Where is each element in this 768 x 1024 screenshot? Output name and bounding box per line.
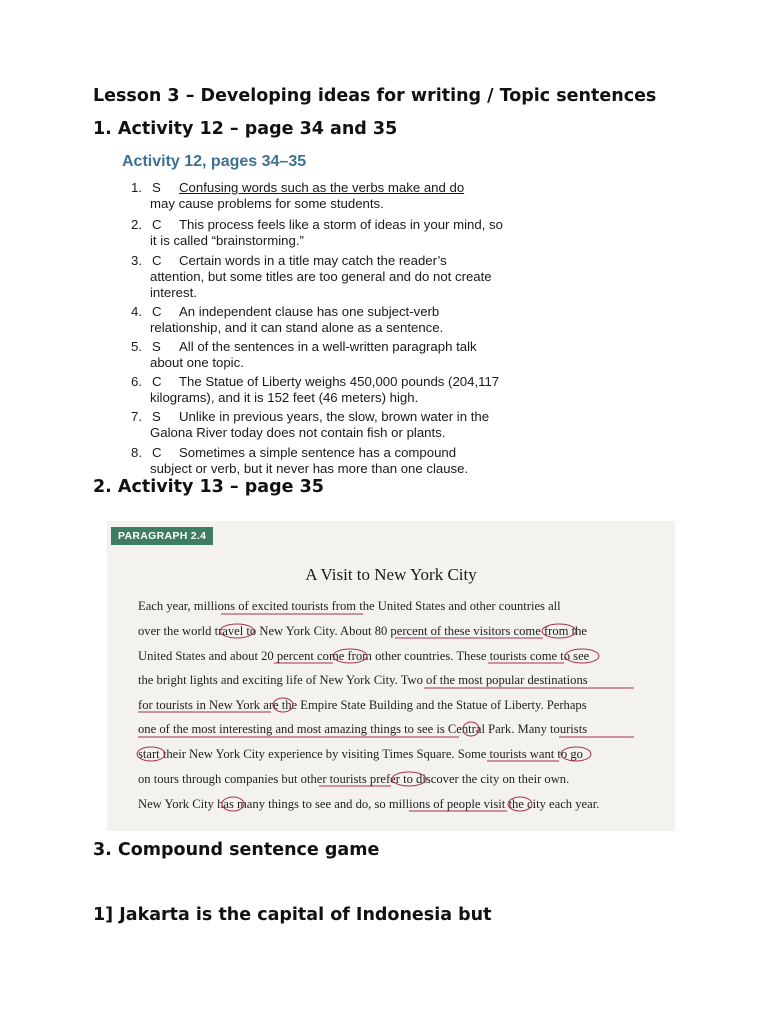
paragraph-line: United States and about 20 percent come from other countries. These tourists come to see bbox=[138, 649, 590, 663]
paragraph-line: start their New York City experience by visiting Times Square. Some tourists want to go bbox=[138, 747, 583, 761]
item-line: relationship, and it can stand alone as a sentence. bbox=[150, 320, 444, 335]
item-line: Certain words in a title may catch the reader’s bbox=[179, 253, 447, 268]
item-line: This process feels like a storm of ideas in your mind, so bbox=[179, 217, 503, 232]
question-1: 1] Jakarta is the capital of Indonesia but bbox=[93, 905, 492, 925]
item-line: The Statue of Liberty weighs 450,000 pounds (204,117 bbox=[179, 374, 500, 389]
paragraph-line: one of the most interesting and most amazing things to see is Central Park. Many tourists bbox=[138, 722, 588, 736]
activity13-heading: 2. Activity 13 – page 35 bbox=[93, 477, 324, 497]
item-line: Galona River today does not contain fish or plants. bbox=[150, 425, 446, 440]
item-letter: C bbox=[152, 253, 162, 268]
paragraph-line: on tours through companies but other tourists prefer to discover the city on their own. bbox=[138, 772, 570, 786]
paragraph-line: for tourists in New York are the Empire State Building and the Statue of Liberty. Perhaps bbox=[138, 698, 587, 712]
item-line: Unlike in previous years, the slow, brown water in the bbox=[179, 409, 490, 424]
game-heading: 3. Compound sentence game bbox=[93, 840, 380, 860]
annotation-marks bbox=[107, 521, 675, 831]
item-number: 4. bbox=[131, 304, 142, 319]
activity12-title: Activity 12, pages 34–35 bbox=[122, 153, 307, 170]
activity12-heading: 1. Activity 12 – page 34 and 35 bbox=[93, 119, 398, 139]
item-line: may cause problems for some students. bbox=[150, 196, 384, 211]
item-letter: C bbox=[152, 445, 162, 460]
item-number: 8. bbox=[131, 445, 142, 460]
item-line: Sometimes a simple sentence has a compound bbox=[179, 445, 457, 460]
item-letter: C bbox=[152, 374, 162, 389]
item-letter: C bbox=[152, 217, 162, 232]
item-number: 3. bbox=[131, 253, 142, 268]
paragraph-line: Each year, millions of excited tourists from the United States and other countries all bbox=[138, 599, 561, 613]
item-number: 2. bbox=[131, 217, 142, 232]
item-line: An independent clause has one subject-verb bbox=[179, 304, 440, 319]
paragraph-title: A Visit to New York City bbox=[305, 565, 477, 584]
item-number: 1. bbox=[131, 180, 142, 195]
item-line: subject or verb, but it never has more than one clause. bbox=[150, 461, 469, 476]
item-line: kilograms), and it is 152 feet (46 meters) high. bbox=[150, 390, 419, 405]
paragraph-badge: PARAGRAPH 2.4 bbox=[111, 527, 213, 545]
paragraph-scan bbox=[107, 521, 675, 831]
paragraph-line: the bright lights and exciting life of New York City. Two of the most popular destinations bbox=[138, 673, 588, 687]
item-letter: C bbox=[152, 304, 162, 319]
item-number: 7. bbox=[131, 409, 142, 424]
item-line: All of the sentences in a well-written paragraph talk bbox=[179, 339, 477, 354]
item-line: Confusing words such as the verbs make and do bbox=[179, 180, 465, 195]
item-line: attention, but some titles are too general and do not create bbox=[150, 269, 492, 284]
paragraph-line: New York City has many things to see and do, so millions of people visit the city each year. bbox=[138, 797, 600, 811]
item-line: it is called “brainstorming.” bbox=[150, 233, 304, 248]
item-letter: S bbox=[152, 339, 161, 354]
item-letter: S bbox=[152, 180, 161, 195]
item-line: about one topic. bbox=[150, 355, 244, 370]
item-number: 6. bbox=[131, 374, 142, 389]
item-letter: S bbox=[152, 409, 161, 424]
item-number: 5. bbox=[131, 339, 142, 354]
paragraph-line: over the world travel to New York City. About 80 percent of these visitors come from the bbox=[138, 624, 587, 638]
item-line: interest. bbox=[150, 285, 197, 300]
activity12-scan bbox=[117, 150, 517, 476]
lesson-title: Lesson 3 – Developing ideas for writing / Topic sentences bbox=[93, 86, 657, 106]
